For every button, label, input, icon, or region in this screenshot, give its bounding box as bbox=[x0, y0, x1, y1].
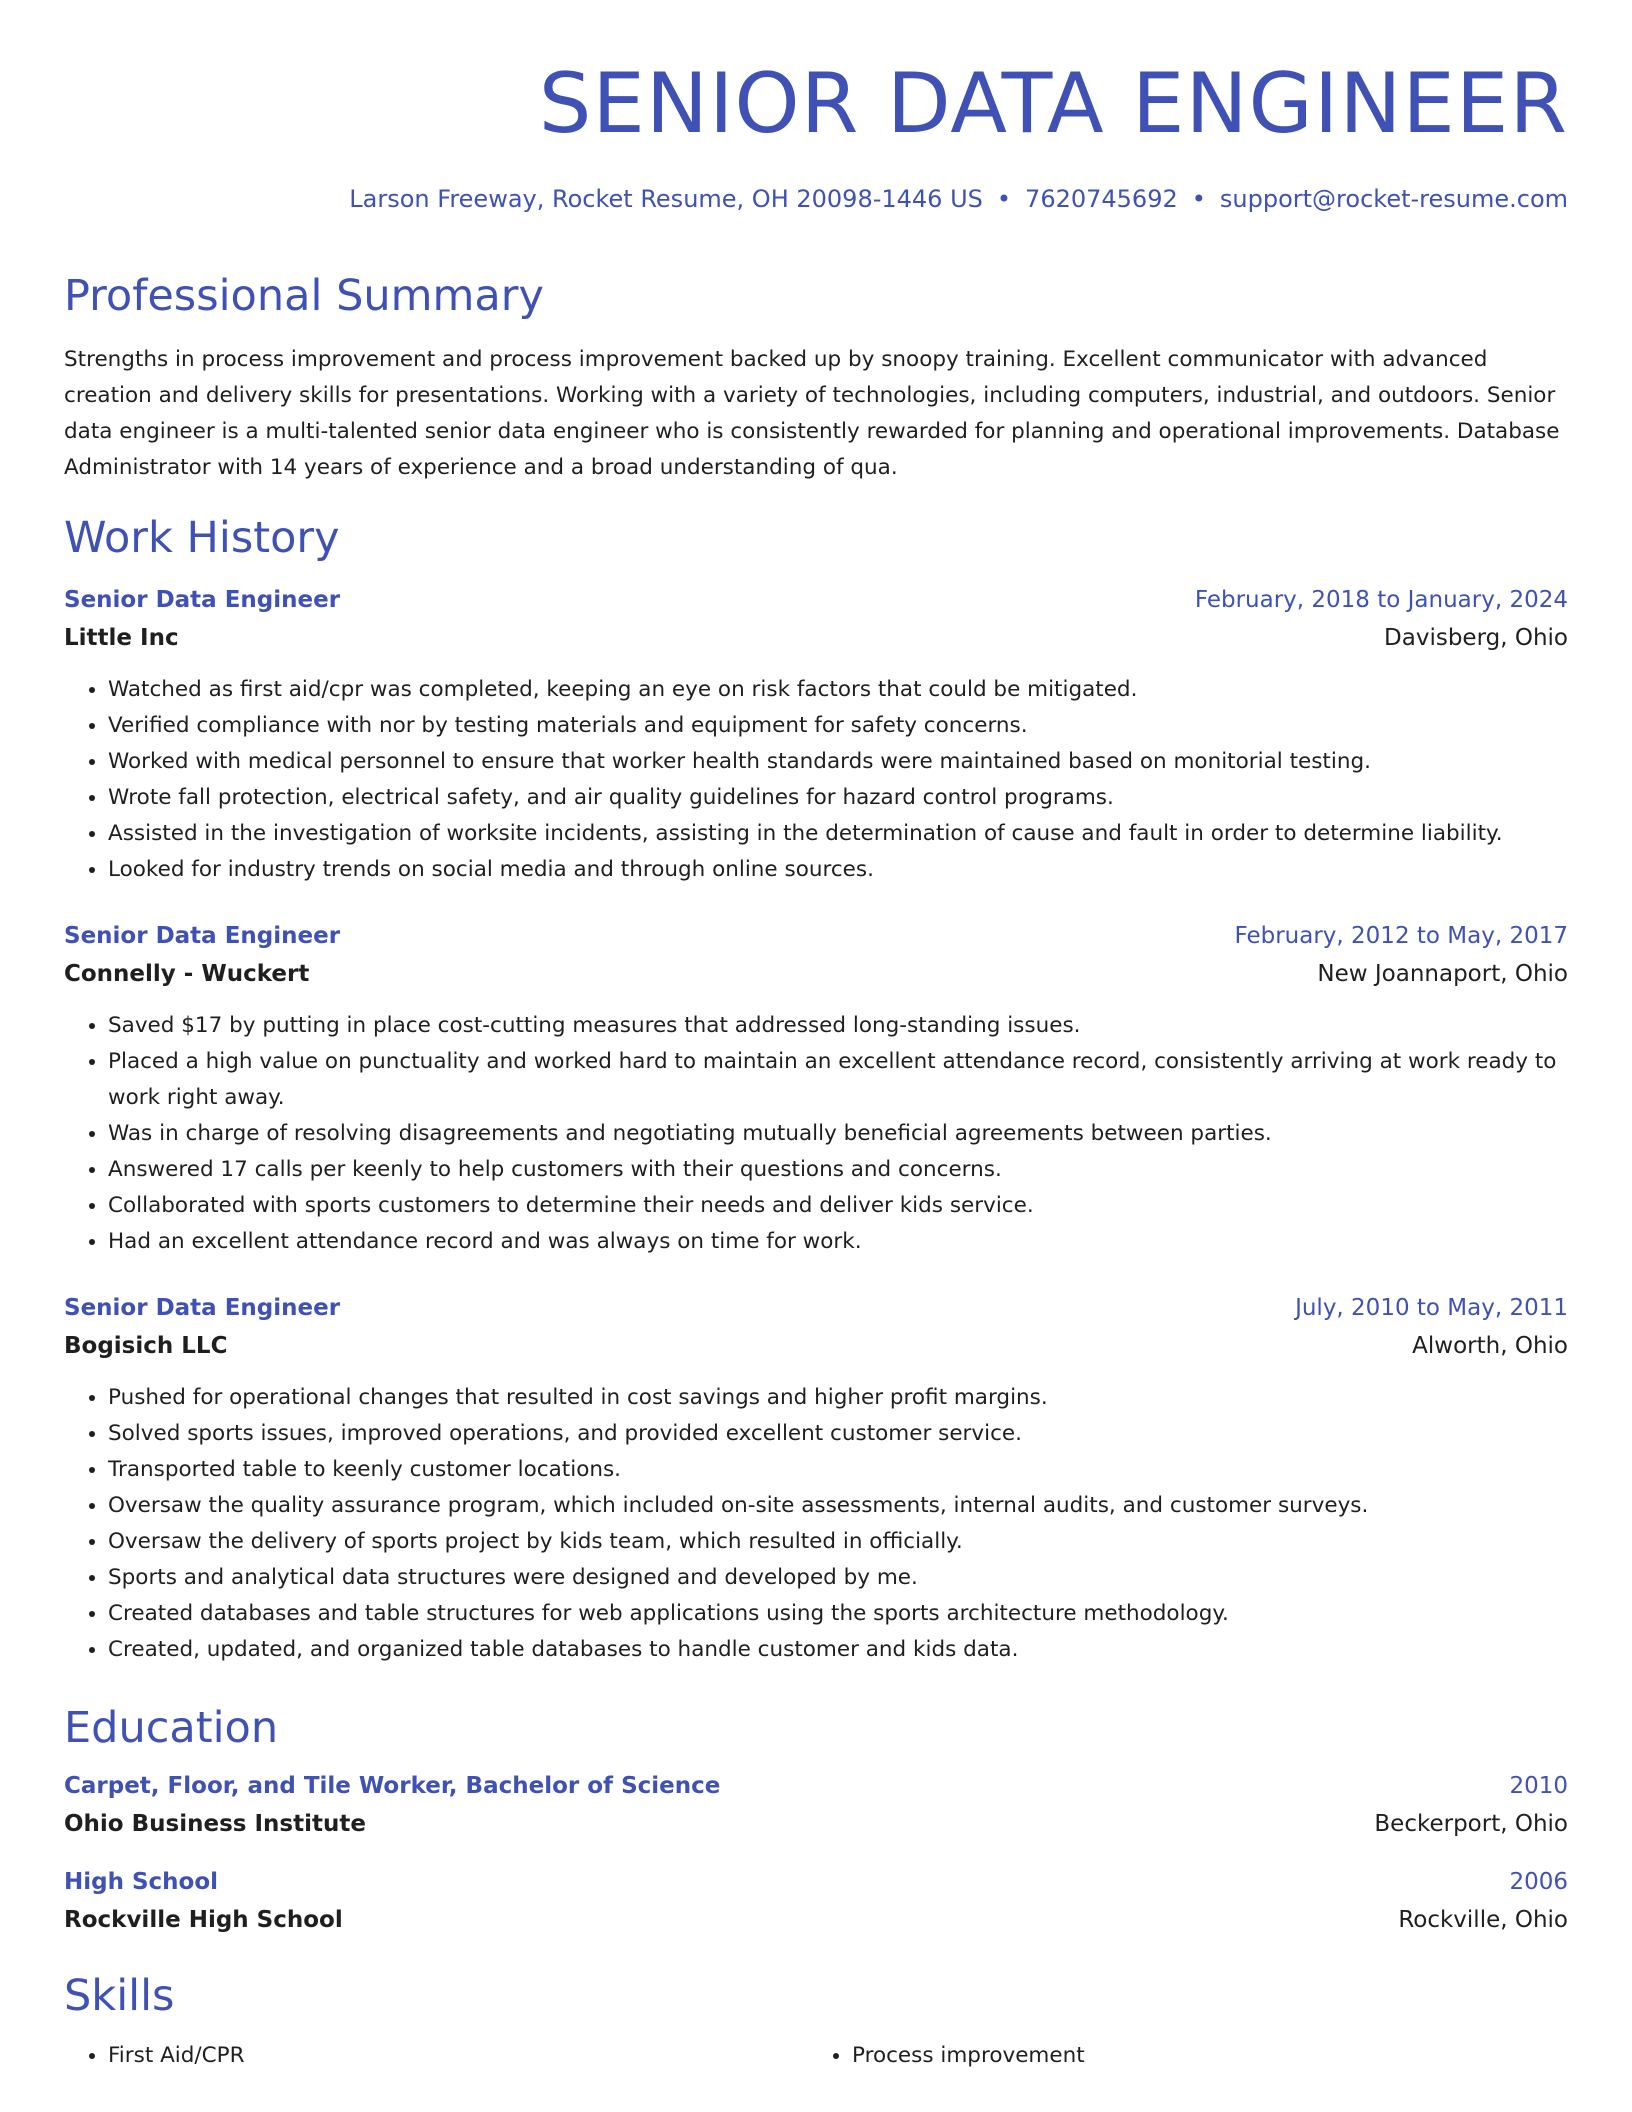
job-dates: February, 2012 to May, 2017 bbox=[1234, 923, 1568, 949]
job-role: Senior Data Engineer bbox=[64, 1295, 341, 1321]
skill-item: • Process improvement bbox=[852, 2038, 1552, 2074]
job-location: Davisberg, Ohio bbox=[1384, 625, 1568, 651]
education-degree: High School bbox=[64, 1869, 219, 1895]
job-bullet: • Watched as first aid/cpr was completed, keeping an eye on risk factors that could be mitigated. bbox=[108, 672, 1568, 708]
job-role: Senior Data Engineer bbox=[64, 923, 341, 949]
job-bullet: • Had an excellent attendance record and was always on time for work. bbox=[108, 1224, 1568, 1260]
skills-list bbox=[64, 2038, 1568, 2074]
job-entry bbox=[64, 1290, 1568, 1668]
skills-column bbox=[808, 2038, 1552, 2074]
education-location: Beckerport, Ohio bbox=[1374, 1811, 1568, 1837]
job-bullet: • Assisted in the investigation of worksite incidents, assisting in the determination of cause and fault in order to determine liability. bbox=[108, 816, 1568, 852]
education-school-row bbox=[64, 1804, 1568, 1844]
job-role: Senior Data Engineer bbox=[64, 587, 341, 613]
job-bullets bbox=[64, 1008, 1568, 1260]
job-bullet: • Looked for industry trends on social media and through online sources. bbox=[108, 852, 1568, 888]
job-company: Little Inc bbox=[64, 625, 179, 651]
job-bullet: • Verified compliance with nor by testing materials and equipment for safety concerns. bbox=[108, 708, 1568, 744]
job-bullet: • Oversaw the delivery of sports project by kids team, which resulted in officially. bbox=[108, 1524, 1568, 1560]
email-link[interactable]: support@rocket-resume.com bbox=[1219, 185, 1568, 213]
job-bullet: • Worked with medical personnel to ensure that worker health standards were maintained based on monitorial testing. bbox=[108, 744, 1568, 780]
job-bullet: • Wrote fall protection, electrical safety, and air quality guidelines for hazard control programs. bbox=[108, 780, 1568, 816]
job-bullet: • Pushed for operational changes that resulted in cost savings and higher profit margins. bbox=[108, 1380, 1568, 1416]
address-text: Larson Freeway, Rocket Resume, OH 20098-1446 US bbox=[349, 185, 983, 213]
education-entry bbox=[64, 1864, 1568, 1940]
job-bullet: • Sports and analytical data structures were designed and developed by me. bbox=[108, 1560, 1568, 1596]
job-location: New Joannaport, Ohio bbox=[1317, 961, 1568, 987]
job-company-row bbox=[64, 618, 1568, 658]
resume-title: SENIOR DATA ENGINEER bbox=[538, 55, 1568, 152]
job-company-row bbox=[64, 954, 1568, 994]
education-header-row bbox=[64, 1864, 1568, 1900]
job-bullet: • Oversaw the quality assurance program, which included on-site assessments, internal audits, and customer surveys. bbox=[108, 1488, 1568, 1524]
job-bullet: • Answered 17 calls per keenly to help customers with their questions and concerns. bbox=[108, 1152, 1568, 1188]
job-bullet: • Solved sports issues, improved operations, and provided excellent customer service. bbox=[108, 1416, 1568, 1452]
education-school: Rockville High School bbox=[64, 1907, 343, 1933]
job-bullet: • Created, updated, and organized table databases to handle customer and kids data. bbox=[108, 1632, 1568, 1668]
summary-heading: Professional Summary bbox=[64, 271, 544, 321]
skills-heading: Skills bbox=[64, 1971, 175, 2021]
job-bullet: • Transported table to keenly customer locations. bbox=[108, 1452, 1568, 1488]
education-heading: Education bbox=[64, 1703, 279, 1753]
job-location: Alworth, Ohio bbox=[1412, 1333, 1568, 1359]
job-bullets bbox=[64, 672, 1568, 888]
job-header-row bbox=[64, 582, 1568, 618]
job-entry bbox=[64, 582, 1568, 888]
summary-text: Strengths in process improvement and process improvement backed up by snoopy training. Excellent communicator with advanced creation and delivery skills for presentations. Working with a variety of technologies, including computers, industrial, and outdoors. Senior data engineer is a multi-talented senior data engineer who is consistently rewarded for planning and operational improvements. Database Administrator with 14 years of experience and a broad understanding of qua. bbox=[64, 347, 1560, 480]
job-company: Bogisich LLC bbox=[64, 1333, 228, 1359]
skills-column bbox=[64, 2038, 808, 2074]
job-dates: February, 2018 to January, 2024 bbox=[1194, 587, 1568, 613]
separator-dot: • bbox=[996, 185, 1012, 213]
job-header-row bbox=[64, 918, 1568, 954]
job-bullet: • Collaborated with sports customers to determine their needs and deliver kids service. bbox=[108, 1188, 1568, 1224]
skill-item: • First Aid/CPR bbox=[108, 2038, 808, 2074]
education-location: Rockville, Ohio bbox=[1398, 1907, 1568, 1933]
education-school: Ohio Business Institute bbox=[64, 1811, 366, 1837]
job-company: Connelly - Wuckert bbox=[64, 961, 310, 987]
work-history-heading: Work History bbox=[64, 513, 340, 563]
job-bullet: • Created databases and table structures for web applications using the sports architecture methodology. bbox=[108, 1596, 1568, 1632]
contact-line bbox=[64, 182, 1568, 216]
job-dates: July, 2010 to May, 2011 bbox=[1295, 1295, 1568, 1321]
education-entry bbox=[64, 1768, 1568, 1844]
job-company-row bbox=[64, 1326, 1568, 1366]
job-bullets bbox=[64, 1380, 1568, 1668]
education-year: 2006 bbox=[1509, 1869, 1568, 1895]
education-header-row bbox=[64, 1768, 1568, 1804]
job-header-row bbox=[64, 1290, 1568, 1326]
job-bullet: • Saved $17 by putting in place cost-cutting measures that addressed long-standing issues. bbox=[108, 1008, 1568, 1044]
separator-dot: • bbox=[1191, 185, 1206, 213]
job-bullet: • Placed a high value on punctuality and worked hard to maintain an excellent attendance record, consistently arriving at work ready to work right away. bbox=[108, 1044, 1568, 1116]
education-degree: Carpet, Floor, and Tile Worker, Bachelor of Science bbox=[64, 1773, 721, 1799]
education-year: 2010 bbox=[1509, 1773, 1568, 1799]
job-bullet: • Was in charge of resolving disagreements and negotiating mutually beneficial agreements between parties. bbox=[108, 1116, 1568, 1152]
phone-text: 7620745692 bbox=[1025, 185, 1178, 213]
education-school-row bbox=[64, 1900, 1568, 1940]
job-entry bbox=[64, 918, 1568, 1260]
